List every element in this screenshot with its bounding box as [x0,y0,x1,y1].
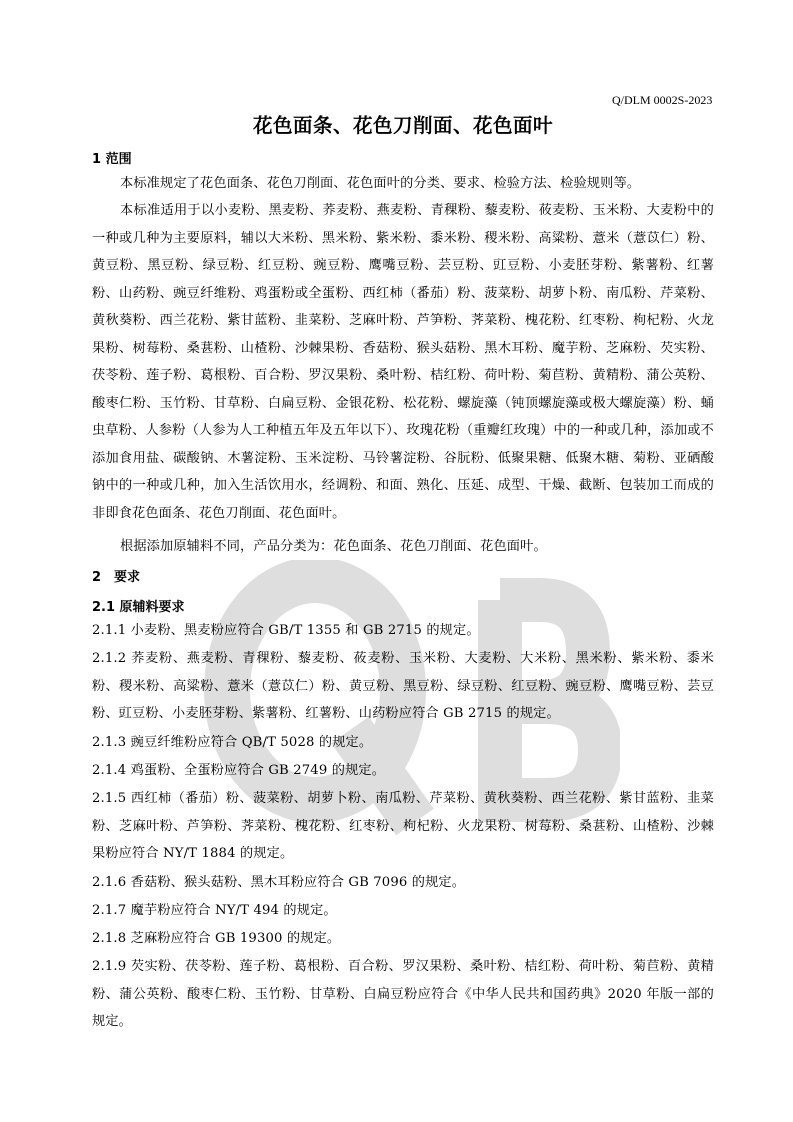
clause-2-1-2: 2.1.2 荞麦粉、燕麦粉、青稞粉、藜麦粉、莜麦粉、玉米粉、大麦粉、大米粉、黑米粉、紫米粉、黍米粉、稷米粉、高粱粉、薏米（薏苡仁）粉、黄豆粉、黑豆粉、绿豆粉、红豆粉、豌豆粉、鹰嘴豆粉、芸豆粉、豇豆粉、小麦胚芽粉、紫薯粉、红薯粉、山药粉应符合 GB 2715 的规定。 [92,651,714,722]
subsection-2-1-heading: 2.1 原辅料要求 [92,600,185,615]
scope-paragraph-3: 根据添加原辅料不同，产品分类为：花色面条、花色刀削面、花色面叶。 [120,539,547,554]
clause-2-1-8: 2.1.8 芝麻粉应符合 GB 19300 的规定。 [92,931,341,946]
section-2-heading: 2 要求 [92,570,141,585]
clause-2-1-9: 2.1.9 芡实粉、茯苓粉、莲子粉、葛根粉、百合粉、罗汉果粉、桑叶粉、桔红粉、荷叶粉、菊苣粉、黄精粉、蒲公英粉、酸枣仁粉、玉竹粉、甘草粉、白扁豆粉应符合《中华人民共和国药典》2020 年版一部的规定。 [92,959,714,1030]
scope-paragraph-2: 本标准适用于以小麦粉、黑麦粉、荞麦粉、燕麦粉、青稞粉、藜麦粉、莜麦粉、玉米粉、大麦粉中的一种或几种为主要原料，辅以大米粉、黑米粉、紫米粉、黍米粉、稷米粉、高粱粉、薏米（薏苡仁）粉、黄豆粉、黑豆粉、绿豆粉、红豆粉、豌豆粉、鹰嘴豆粉、芸豆粉、豇豆粉、小麦胚芽粉、紫薯粉、红薯粉、山药粉、豌豆纤维粉、鸡蛋粉或全蛋粉、西红柿（番茄）粉、菠菜粉、胡萝卜粉、南瓜粉、芹菜粉、黄秋葵粉、西兰花粉、紫甘蓝粉、韭菜粉、芝麻叶粉、芦笋粉、荠菜粉、槐花粉、红枣粉、枸杞粉、火龙果粉、树莓粉、桑葚粉、山楂粉、沙棘果粉、香菇粉、猴头菇粉、黑木耳粉、魔芋粉、芝麻粉、芡实粉、茯苓粉、莲子粉、葛根粉、百合粉、罗汉果粉、桑叶粉、桔红粉、荷叶粉、菊苣粉、黄精粉、蒲公英粉、酸枣仁粉、玉竹粉、甘草粉、白扁豆粉、金银花粉、松花粉、螺旋藻（钝顶螺旋藻或极大螺旋藻）粉、蛹虫草粉、人参粉（人参为人工种植五年及五年以下）、玫瑰花粉（重瓣红玫瑰）中的一种或几种，添加或不添加食用盐、碳酸钠、木薯淀粉、玉米淀粉、马铃薯淀粉、谷朊粉、低聚果糖、低聚木糖、菊粉、亚硒酸钠中的一种或几种，加入生活饮用水，经调粉、和面、熟化、压延、成型、干燥、截断、包装加工而成的非即食花色面条、花色刀削面、花色面叶。 [92,203,714,521]
document-number: Q/DLM 0002S-2023 [612,93,713,107]
scope-paragraph-1: 本标准规定了花色面条、花色刀削面、花色面叶的分类、要求、检验方法、检验规则等。 [120,176,641,191]
clause-2-1-5: 2.1.5 西红柿（番茄）粉、菠菜粉、胡萝卜粉、南瓜粉、芹菜粉、黄秋葵粉、西兰花粉、紫甘蓝粉、韭菜粉、芝麻叶粉、芦笋粉、荠菜粉、槐花粉、红枣粉、枸杞粉、火龙果粉、树莓粉、桑葚粉、山楂粉、沙棘果粉应符合 NY/T 1884 的规定。 [92,791,714,862]
clause-2-1-3: 2.1.3 豌豆纤维粉应符合 QB/T 5028 的规定。 [92,735,373,750]
clause-2-1-6: 2.1.6 香菇粉、猴头菇粉、黑木耳粉应符合 GB 7096 的规定。 [92,875,466,890]
clause-2-1-7: 2.1.7 魔芋粉应符合 NY/T 494 的规定。 [92,903,337,918]
document-title: 花色面条、花色刀削面、花色面叶 [252,114,553,137]
section-1-heading: 1 范围 [92,152,132,167]
clause-2-1-4: 2.1.4 鸡蛋粉、全蛋粉应符合 GB 2749 的规定。 [92,763,386,778]
clause-2-1-1: 2.1.1 小麦粉、黑麦粉应符合 GB/T 1355 和 GB 2715 的规定。 [92,623,480,638]
